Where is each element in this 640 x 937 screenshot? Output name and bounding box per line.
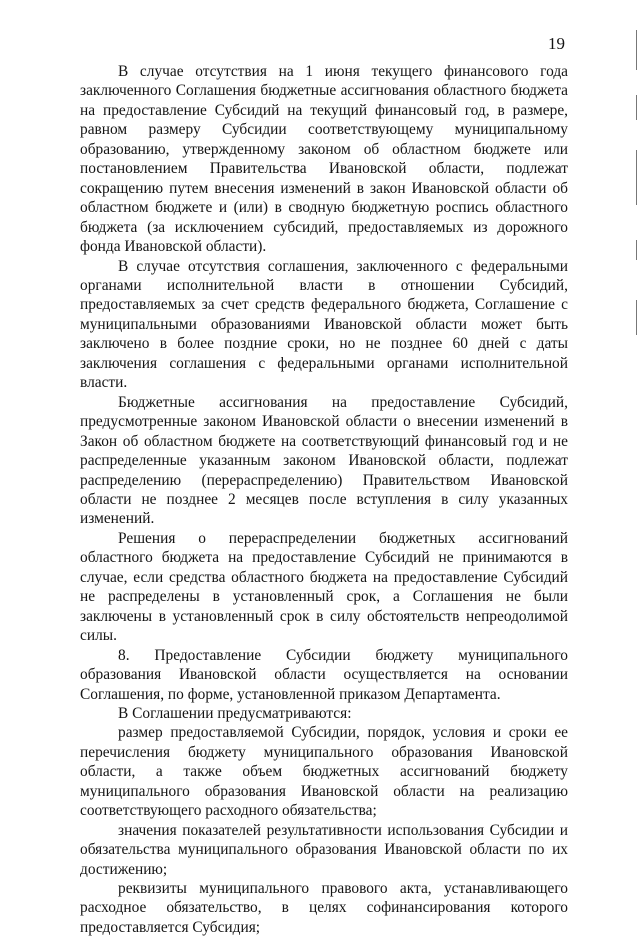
paragraph-redistribution-decisions: Решения о перераспределении бюджетных ассигнований областного бюджета на предоставление Субсидий не принимаются в случае, если средства областного бюджета на предоставление Субсидий не распределены в установленный срок, а Соглашения не были заключены в установленный срок в силу обстоятельств непреодолимой силы. [80,529,568,645]
list-item-subsidy-size: размер предоставляемой Субсидии, порядок, условия и сроки ее перечисления бюджету муниципального образования Ивановской области, а также объем бюджетных ассигнований бюджету муниципального образования Ивановской области на реализацию соответствующего расходного обязательства; [80,724,568,820]
list-item-performance-indicators: значения показателей результативности использования Субсидии и обязательства муниципального образования Ивановской области по их достижению; [80,821,568,878]
page-number: 19 [548,34,565,53]
paragraph-agreement-provisions-heading: В Соглашении предусматриваются: [118,704,352,722]
paragraph-budget-allocations: Бюджетные ассигнования на предоставление Субсидий, предусмотренные законом Ивановской области о внесении изменений в Закон об областном бюджете на соответствующий финансовый год и не распределенные указанным законом Ивановской области, подлежат распределению (перераспределению) Правительством Ивановской области не позднее 2 месяцев после вступления в силу указанных изменений. [80,393,568,528]
document-body [80,62,568,937]
paragraph-late-agreement: В случае отсутствия соглашения, заключенного с федеральными органами исполнительной власти в отношении Субсидий, предоставляемых за счет средств федерального бюджета, Соглашение с муниципальными образованиями Ивановской области может быть заключено в более поздние сроки, но не позднее 60 дней с даты заключения соглашения с федеральными органами исполнительной власти. [80,257,568,392]
paragraph-item-8: 8. Предоставление Субсидии бюджету муниципального образования Ивановской области осуществляется на основании Соглашения, по форме, установленной приказом Департамента. [80,646,568,703]
paragraph-funds-reduction: В случае отсутствия на 1 июня текущего финансового года заключенного Соглашения бюджетные ассигнования областного бюджета на предоставление Субсидий на текущий финансовый год, в размере, равном размеру Субсидии соответствующему муниципальному образованию, утвержденному законом об областном бюджете или постановлением Правительства Ивановской области, подлежат сокращению путем внесения изменений в закон Ивановской области об областном бюджете и (или) в сводную бюджетную роспись областного бюджета (за исключением субсидий, предоставляемых из дорожного фонда Ивановской области). [80,63,568,256]
list-item-legal-act-details: реквизиты муниципального правового акта, устанавливающего расходное обязательство, в целях софинансирования которого предоставляется Субсидия; [80,880,568,936]
scan-edge-marks [626,0,640,905]
